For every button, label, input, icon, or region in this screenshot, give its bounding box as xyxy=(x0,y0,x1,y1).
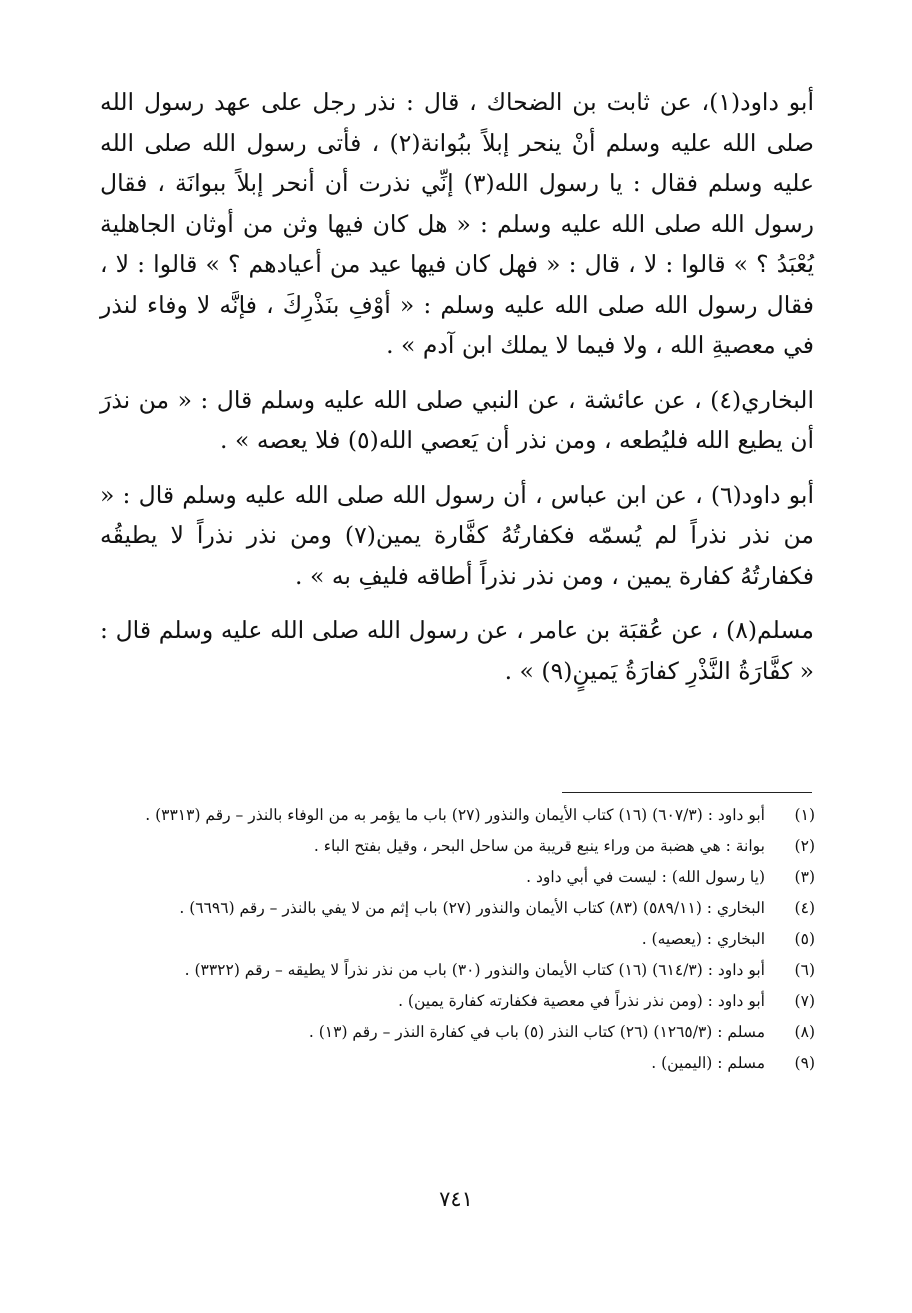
footnote-5 xyxy=(105,924,815,955)
footnote-7 xyxy=(105,986,815,1017)
footnote-6 xyxy=(105,955,815,986)
footnotes xyxy=(105,800,815,1079)
footnote-number: (٥) xyxy=(794,930,815,948)
footnote-text: مسلم : (١٢٦٥/٣) (٢٦) كتاب النذر (٥) باب في كفارة النذر – رقم (١٣) . xyxy=(308,1023,765,1041)
page-number: ٧٤١ xyxy=(439,1187,473,1211)
paragraph-abu-dawud-1: أبو داود(١)، عن ثابت بن الضحاك ، قال : نذر رجل على عهد رسول الله صلى الله عليه وسلم أنْ ينحر إبلاً ببُوانة(٢) ، فأتى رسول الله صلى الله عليه وسلم فقال : يا رسول الله(٣) إنِّي نذرت أن أنحر إبلاً ببوانَة ، فقال رسول الله صلى الله عليه وسلم : « هل كان فيها وثن من أوثان الجاهلية يُعْبَدُ ؟ » قالوا : لا ، قال : « فهل كان فيها عيد من أعيادهم ؟ » قالوا : لا ، فقال رسول الله صلى الله عليه وسلم : « أوْفِ بنَذْرِكَ ، فإنَّه لا وفاء لنذر في معصيةِ الله ، ولا فيما لا يملك ابن آدم » . xyxy=(100,88,815,359)
footnote-4 xyxy=(105,893,815,924)
footnote-1 xyxy=(105,800,815,831)
footnote-number: (٨) xyxy=(794,1023,815,1041)
footnote-number: (٦) xyxy=(794,961,815,979)
paragraph-bukhari: البخاري(٤) ، عن عائشة ، عن النبي صلى الله عليه وسلم قال : « من نذرَ أن يطيع الله فليُطعه ، ومن نذر أن يَعصي الله(٥) فلا يعصه » . xyxy=(100,385,814,454)
footnote-text: أبو داود : (ومن نذر نذراً في معصية فكفارته كفارة يمين) . xyxy=(398,992,765,1010)
paragraph-muslim: مسلم(٨) ، عن عُقبَة بن عامر ، عن رسول الله صلى الله عليه وسلم قال : « كفَّارَةُ النَّذْرِ كفارَةُ يَمينٍ(٩) » . xyxy=(100,616,814,685)
footnote-text: البخاري : (يعصيه) . xyxy=(641,930,765,948)
footnote-text: أبو داود : (٦١٤/٣) (١٦) كتاب الأيمان والنذور (٣٠) باب من نذر نذراً لا يطيقه – رقم (٣٣٢٢) . xyxy=(184,961,765,979)
footnote-number: (٩) xyxy=(794,1054,815,1072)
main-text xyxy=(100,82,814,705)
paragraph-abu-dawud-2: أبو داود(٦) ، عن ابن عباس ، أن رسول الله صلى الله عليه وسلم قال : « من نذر نذراً لم يُسمّه فكفارتُهُ كفَّارة يمين(٧) ومن نذر نذراً لا يطيقُه فكفارتُهُ كفارة يمين ، ومن نذر نذراً أطاقه فليفِ به » . xyxy=(100,480,815,590)
footnote-number: (٤) xyxy=(794,899,815,917)
footnote-9 xyxy=(105,1048,815,1079)
footnote-number: (٣) xyxy=(794,868,815,886)
footnote-8 xyxy=(105,1017,815,1048)
footnote-text: مسلم : (اليمين) . xyxy=(651,1054,765,1072)
footnote-number: (٢) xyxy=(794,837,815,855)
footnote-text: البخاري : (٥٨٩/١١) (٨٣) كتاب الأيمان والنذور (٢٧) باب إثم من لا يفي بالنذر – رقم (٦٦٩٦) . xyxy=(179,899,765,917)
footnote-text: أبو داود : (٦٠٧/٣) (١٦) كتاب الأيمان والنذور (٢٧) باب ما يؤمر به من الوفاء بالنذر – رقم (٣٣١٣) . xyxy=(145,806,765,824)
footnote-3 xyxy=(105,862,815,893)
footnote-number: (١) xyxy=(794,806,815,824)
footnote-text: بوانة : هي هضبة من وراء ينبع قريبة من ساحل البحر ، وقيل بفتح الباء . xyxy=(313,837,765,855)
footnote-text: (يا رسول الله) : ليست في أبي داود . xyxy=(526,868,765,886)
footnote-2 xyxy=(105,831,815,862)
footnote-separator xyxy=(562,792,812,793)
footnote-number: (٧) xyxy=(794,992,815,1010)
